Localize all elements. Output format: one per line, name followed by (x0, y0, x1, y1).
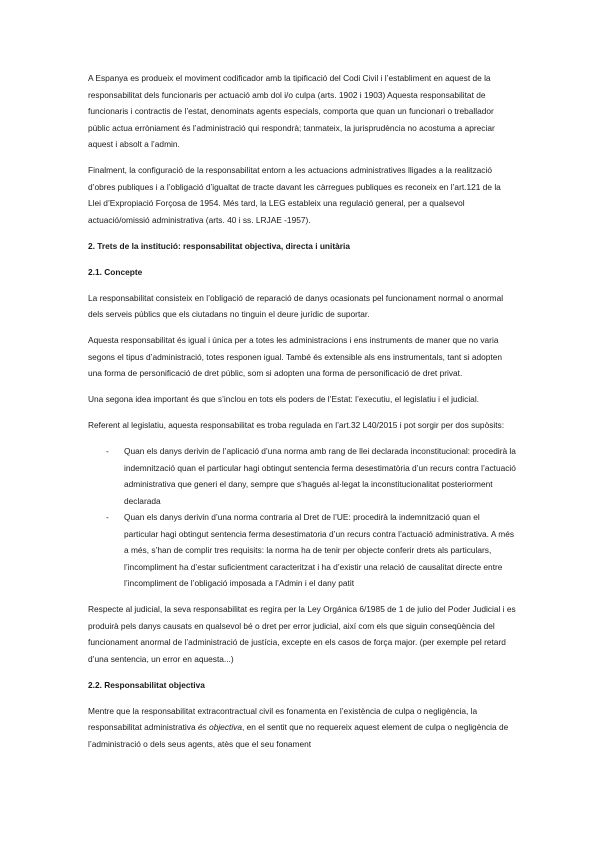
heading-section-2: 2. Trets de la institució: responsabilitat objectiva, directa i unitària (88, 240, 350, 251)
paragraph-codification: A Espanya es produeix el moviment codificador amb la tipificació del Codi Civil i l’establiment en aquest de la responsabilitat dels funcionaris per actuació amb dol i/o culpa (arts. 1902 i 1903) Aquesta responsabilitat de funcionaris i contractis de l’estat, denominats agents especials, comporta que quan un funcionari o treballador públic actua erròniament és l’administració qui respondrà; tanmateix, la jurisprudència no acostuma a apreciar aquest i absolt a l’admin. (88, 73, 495, 149)
paragraph-powers: Una segona idea important és que s’inclou en tots els poders de l’Estat: l’executiu, el legislatiu i el judicial. (88, 394, 479, 404)
list-item (88, 509, 516, 592)
paragraph-objective (88, 703, 516, 753)
legislative-cases-list (88, 443, 516, 592)
heading-section-2-1: 2.1. Concepte (88, 266, 143, 277)
text-run: Mentre que la responsabilitat extracontractual civil es fonamenta en l’existència de culpa o negligència, la responsabilitat administrativa (88, 705, 478, 732)
text-run: , en el sentit que no requereix aquest element de culpa o negligència de l’administració o dels seus agents, atès que el seu fonament (88, 722, 509, 749)
paragraph-unitary: Aquesta responsabilitat és igual i única per a totes les administracions i ens instruments de maner que no varia segons el tipus d’administració, totes responen igual. També és extensible als ens instrumentals, tant si adopten una forma de personificació de dret públic, som si adopten una forma de personificació de dret privat. (88, 335, 503, 378)
paragraph-configuration: Finalment, la configuració de la responsabilitat entorn a les actuacions administratives lligades a la realització d’obres publiques i a l’obligació d’igualtat de tracte davant les càrregues publiques es reconeix en l’art.121 de la Llei d’Expropiació Forçosa de 1954. Més tard, la LEG estableix una regulació general, per a qualsevol actuació/omissió administrativa (arts. 40 i ss. LRJAE -1957). (88, 165, 501, 225)
list-item-text: Quan els danys derivin d’una norma contraria al Dret de l’UE: procedirà la indemnització quan el particular hagi obtingut sentencia ferma desestimatoria d’un recurs contra l’actuació administrativa. A més a més, s’han de complir tres requisits: la norma ha de tenir per objecte conferir drets als particulars, l’incompliment ha d’estar suficientment caracteritzat i ha d’existir una relació de causalitat directe entre l’incompliment de l’obligació imposada a l’Admin i el dany patit (124, 512, 515, 588)
paragraph-legislative: Referent al legislatiu, aquesta responsabilitat es troba regulada en l’art.32 L40/2015 i pot sorgir per dos supòsits: (88, 420, 505, 430)
paragraph-judicial: Respecte al judicial, la seva responsabilitat es regira per la Ley Orgánica 6/1985 de 1 de julio del Poder Judicial i es produirà pels danys causats en qualsevol bé o dret per error judicial, així com els que siguin conseqüència del funcionament anormal de l’administració de justícia, excepte en els casos de força major. (per exemple pel retard d’una sentencia, un error en aquesta...) (88, 604, 516, 664)
document-page (88, 70, 516, 762)
paragraph-concept: La responsabilitat consisteix en l’obligació de reparació de danys ocasionats pel funcionament normal o anormal dels serveis públics que els ciutadans no tinguin el deure jurídic de suportar. (88, 292, 504, 319)
dash-bullet: - (106, 446, 109, 456)
emphasis-text: és objectiva (197, 722, 242, 732)
list-item (88, 443, 516, 509)
heading-section-2-2: 2.2. Responsabilitat objectiva (88, 679, 205, 690)
dash-bullet: - (106, 512, 109, 522)
list-item-text: Quan els danys derivin de l’aplicació d’una norma amb rang de llei declarada inconstitucional: procedirà la indemnització quan el particular hagi obtingut sentencia ferma desestimatòria d’un recurs contra l’actuació administrativa que generi el dany, sempre que s’hagués al·legat la inconstitucionalitat posteriorment declarada (124, 446, 516, 506)
